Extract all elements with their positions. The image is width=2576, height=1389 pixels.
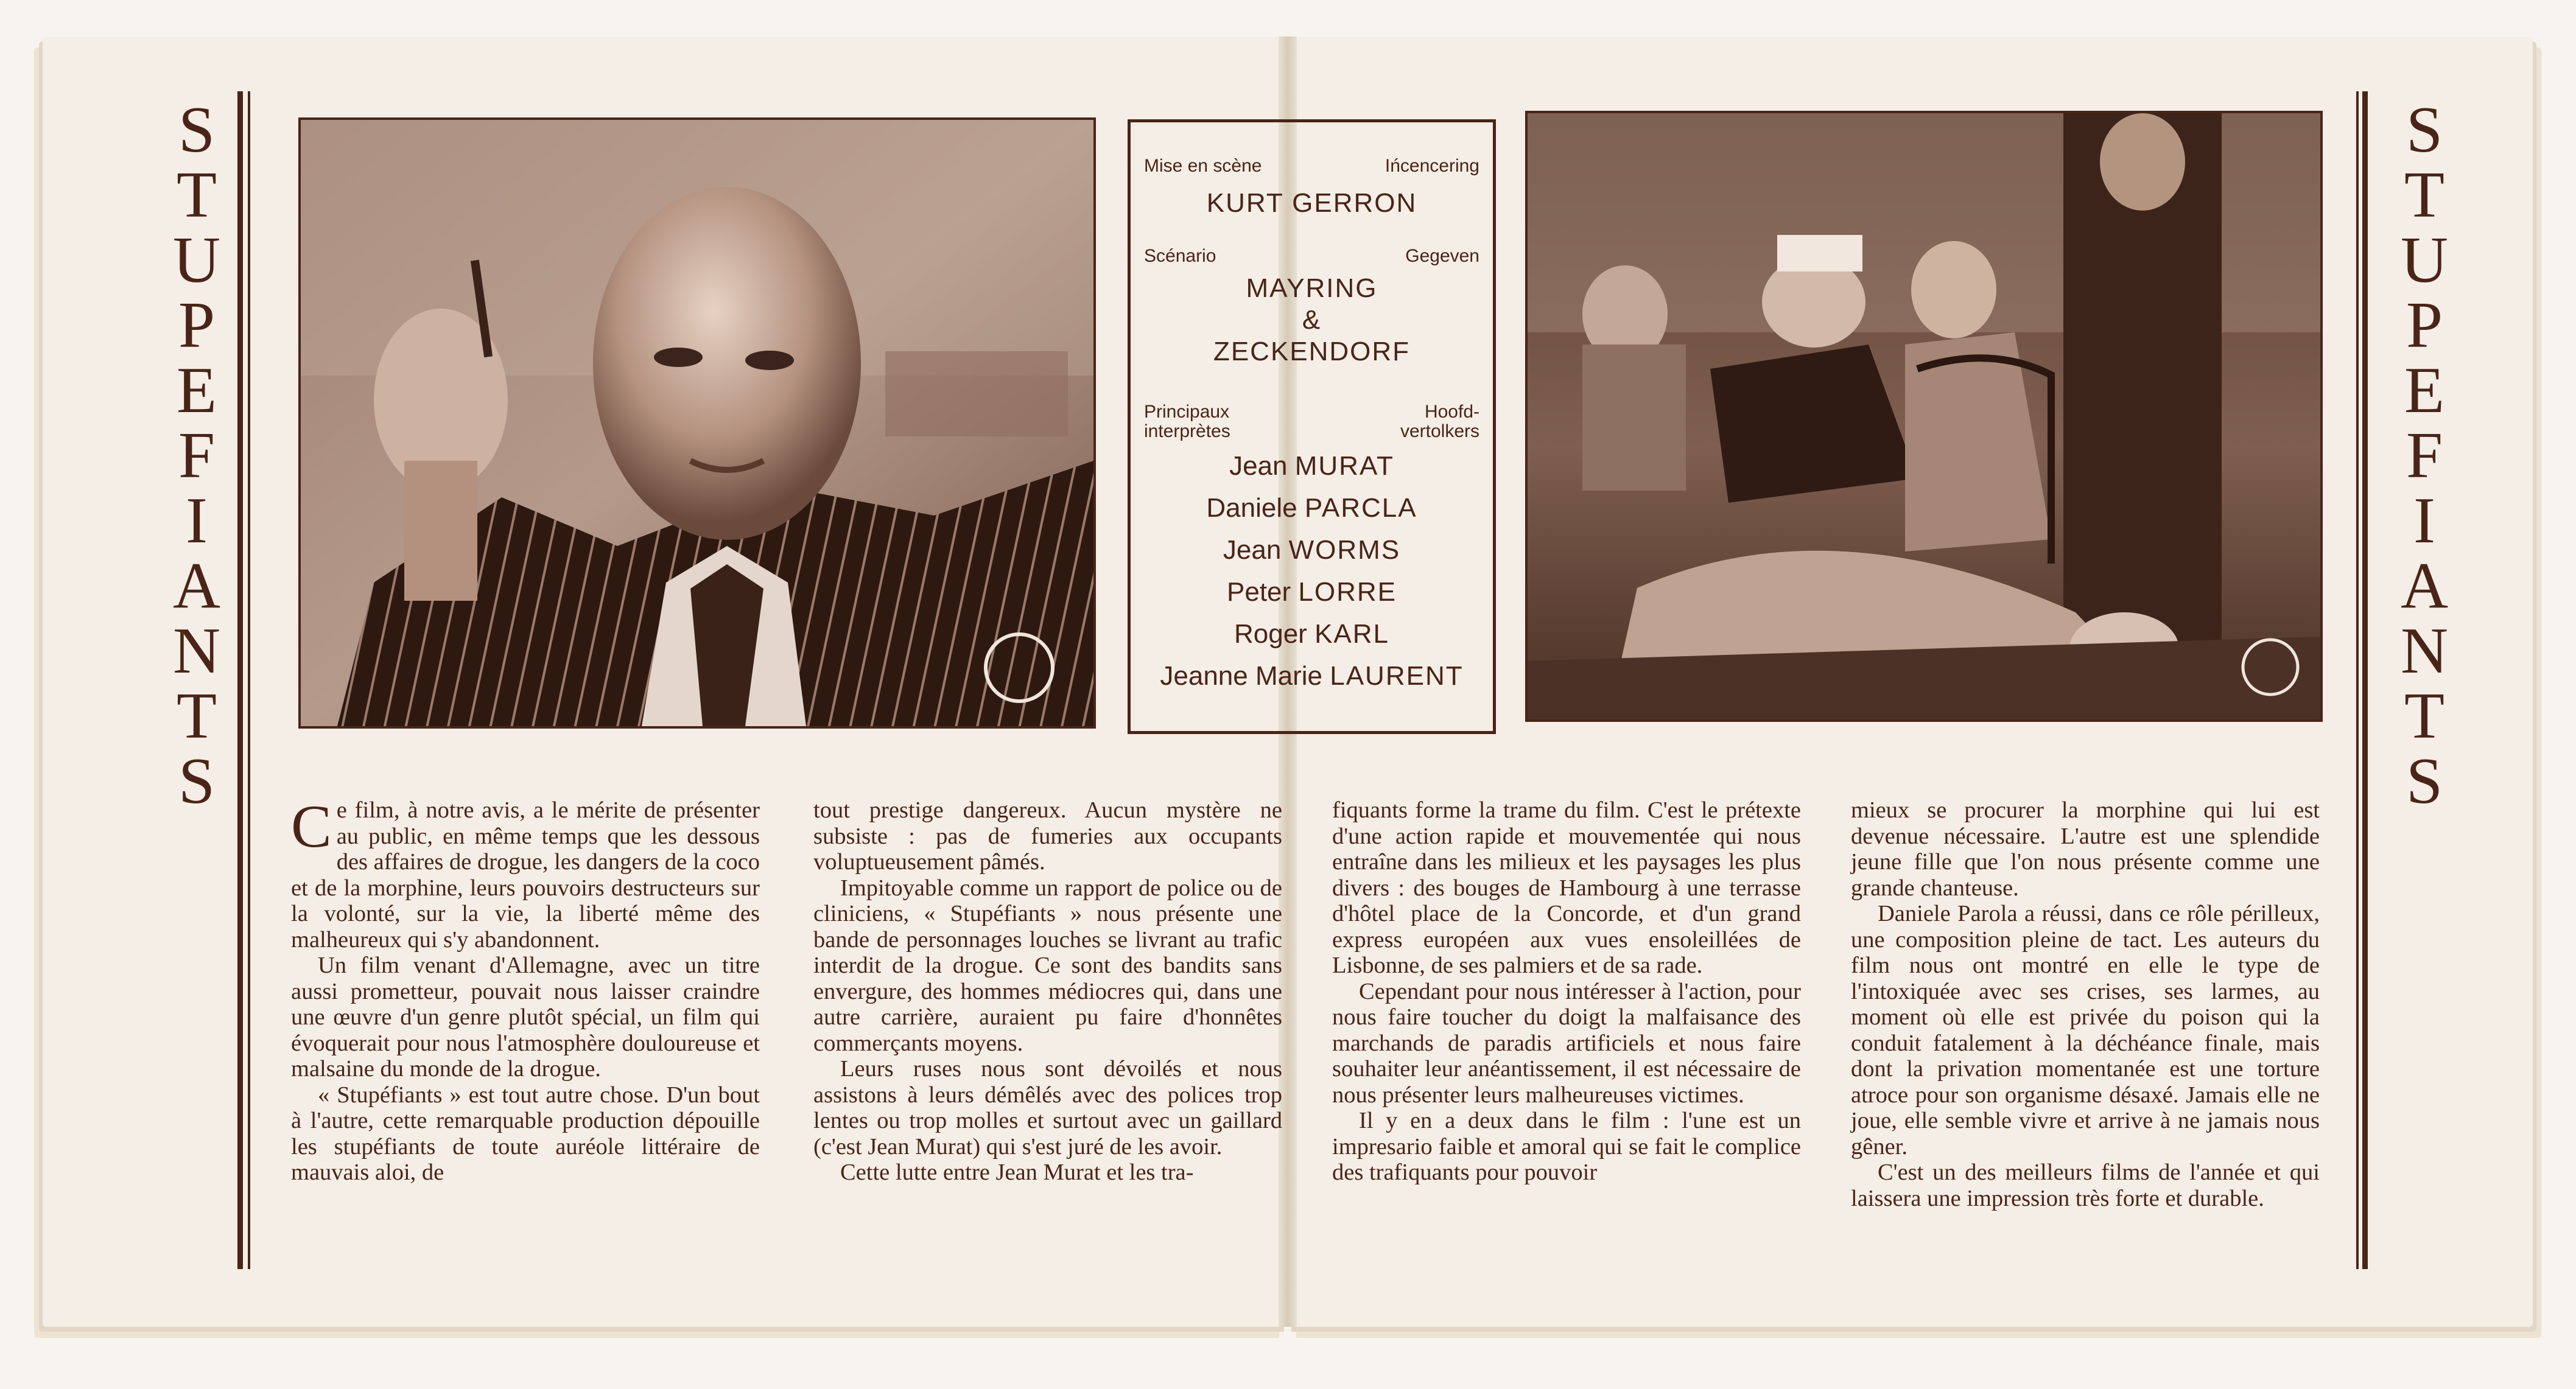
scenario-label-fr: Scénario xyxy=(1144,246,1216,266)
scenario-label-nl: Gegeven xyxy=(1405,246,1479,266)
director-label-row xyxy=(1144,156,1479,177)
title-letter: T xyxy=(2404,159,2444,231)
writer-1: MAYRING xyxy=(1246,273,1378,303)
paragraph: fiquants forme la trame du film. C'est le prétexte d'une action rapide et mouvementée qui nous entraîne dans les milieux et les paysages les plus divers : des bouges de Hambourg à une terrasse d'hôtel place de la Concorde, et d'un grand express européen aux vues ensoleillées de Lisbonne, de ses palmiers et de sa rade. xyxy=(1332,797,1801,978)
title-letter: E xyxy=(177,354,217,427)
title-letter: N xyxy=(173,615,220,687)
title-letter: T xyxy=(2404,680,2444,752)
title-letter: F xyxy=(2406,419,2443,492)
title-letter: S xyxy=(2406,745,2443,817)
paragraph: tout prestige dangereux. Aucun mystère ne subsiste : pas de fumeries aux occupants voluptueusement pâmés. xyxy=(813,797,1282,875)
title-letter: S xyxy=(178,94,216,166)
paragraph: Impitoyable comme un rapport de police ou de cliniciens, « Stupéfiants » nous présente une bande de personnages louches se livrant au trafic interdit de la drogue. Ce sont des bandits sans envergure, des hommes médiocres qui, dans une autre carrière, auraient pu faire d'honnêtes commerçants moyens. xyxy=(813,875,1282,1056)
writer-ampersand: & xyxy=(1302,305,1322,335)
left-title-rule-2 xyxy=(248,91,250,1269)
cast-label-fr-line1: Principaux xyxy=(1144,402,1230,422)
title-letter: P xyxy=(2406,289,2443,362)
paragraph: Daniele Parola a réussi, dans ce rôle périlleux, une composition pleine de tact. Les auteurs du film nous ont montré en elle le type de l'intoxiquée avec ses crises, ses larmes, au moment où elle est privée du poison qui la conduit fatalement à la déchéance finale, mais dont la privation momentanée est une torture atroce pour son organisme désaxé. Jamais elle ne joue, elle semble vivre et arrive à ne jamais nous gêner. xyxy=(1851,901,2320,1160)
title-letter: A xyxy=(2401,550,2448,622)
title-letter: E xyxy=(2404,354,2444,427)
paragraph: C'est un des meilleurs films de l'année et qui laissera une impression très forte et durable. xyxy=(1851,1160,2320,1211)
left-vertical-title xyxy=(163,94,230,817)
writer-2: ZECKENDORF xyxy=(1213,337,1411,366)
cast-label-row xyxy=(1144,402,1479,441)
right-vertical-title xyxy=(2391,94,2458,817)
paragraph: Il y en a deux dans le film : l'une est un impresario faible et amoral qui se fait le complice des trafiquants pour pouvoir xyxy=(1332,1108,1801,1185)
title-letter: U xyxy=(2401,224,2448,296)
text-column-2 xyxy=(813,797,1282,1186)
cast-label-fr xyxy=(1144,402,1230,441)
paragraph: Un film venant d'Allemagne, avec un titre aussi prometteur, pouvait nous laisser craindre une œuvre d'un genre plutôt spécial, un film qui évoquerait pour nous l'atmosphère douloureuse et malsaine du monde de la drogue. xyxy=(291,953,760,1082)
title-letter: U xyxy=(173,224,220,296)
cast-member: Daniele PARCLA xyxy=(1206,493,1417,523)
cast-member: Roger KARL xyxy=(1234,619,1390,649)
title-letter: T xyxy=(177,159,217,231)
director-label-nl: Ińcencering xyxy=(1385,156,1479,176)
director-label-fr: Mise en scène xyxy=(1144,156,1262,176)
paragraph: Cette lutte entre Jean Murat et les tra- xyxy=(840,1160,1194,1185)
paragraph: « Stupéfiants » est tout autre chose. D'un bout à l'autre, cette remarquable production dépouille les stupéfiants de toute auréole littéraire de mauvais aloi, de xyxy=(291,1082,760,1185)
left-title-rule-1 xyxy=(237,91,243,1269)
scenario-label-row xyxy=(1144,246,1479,267)
photo-crime-scene xyxy=(1525,111,2323,722)
text-column-1 xyxy=(291,792,760,1186)
title-letter: S xyxy=(178,745,216,817)
drop-cap: C xyxy=(291,792,332,860)
title-letter: N xyxy=(2401,615,2448,687)
text-column-3 xyxy=(1332,797,1801,1186)
text-column-4 xyxy=(1851,797,2320,1211)
paragraph: Cependant pour nous intéresser à l'action, pour nous faire toucher du doigt la malfaisance des marchands de paradis artificiels et nous faire souhaiter leur anéantissement, il est nécessaire de nous présenter leurs malheureuses victimes. xyxy=(1332,978,1801,1108)
paragraph: Leurs ruses nous sont dévoilés et nous assistons à leurs démêlés avec des polices trop lentes ou trop molles et surtout avec un gaillard (c'est Jean Murat) qui s'est juré de les avoir. xyxy=(813,1056,1282,1160)
title-letter: A xyxy=(173,550,220,622)
cast-label-fr-line2: interprètes xyxy=(1144,421,1230,441)
right-title-rule-1 xyxy=(2356,91,2359,1269)
title-letter: I xyxy=(2413,485,2435,557)
cast-member: Jeanne Marie LAURENT xyxy=(1160,661,1464,691)
director-name: KURT GERRON xyxy=(1206,188,1417,218)
cast-member: Jean WORMS xyxy=(1223,535,1401,565)
cast-member: Jean MURAT xyxy=(1229,451,1394,481)
title-letter: I xyxy=(186,485,208,557)
title-letter: T xyxy=(177,680,217,752)
paragraph: Ce film, à notre avis, a le mérite de présenter au public, en même temps que les dessous des affaires de drogue, les dangers de la coco et de la morphine, leurs pouvoirs destructeurs sur la volonté, sur la vie, la liberté même des malheureux qui s'y abandonnent. xyxy=(291,792,760,953)
paragraph: mieux se procurer la morphine qui lui est devenue nécessaire. L'autre est une splendide jeune fille que l'on nous présente comme une grande chanteuse. xyxy=(1851,797,2320,901)
title-letter: F xyxy=(178,419,216,492)
cast-label-nl-line1: Hoofd- xyxy=(1424,402,1479,422)
title-letter: S xyxy=(2406,94,2443,166)
title-letter: P xyxy=(178,289,216,362)
right-title-rule-2 xyxy=(2362,91,2368,1269)
credits-box xyxy=(1128,119,1496,734)
cast-label-nl-line2: vertolkers xyxy=(1400,421,1479,441)
cast-label-nl xyxy=(1400,402,1479,441)
photo-man-with-syringe xyxy=(298,117,1096,729)
cast-member: Peter LORRE xyxy=(1227,577,1397,607)
